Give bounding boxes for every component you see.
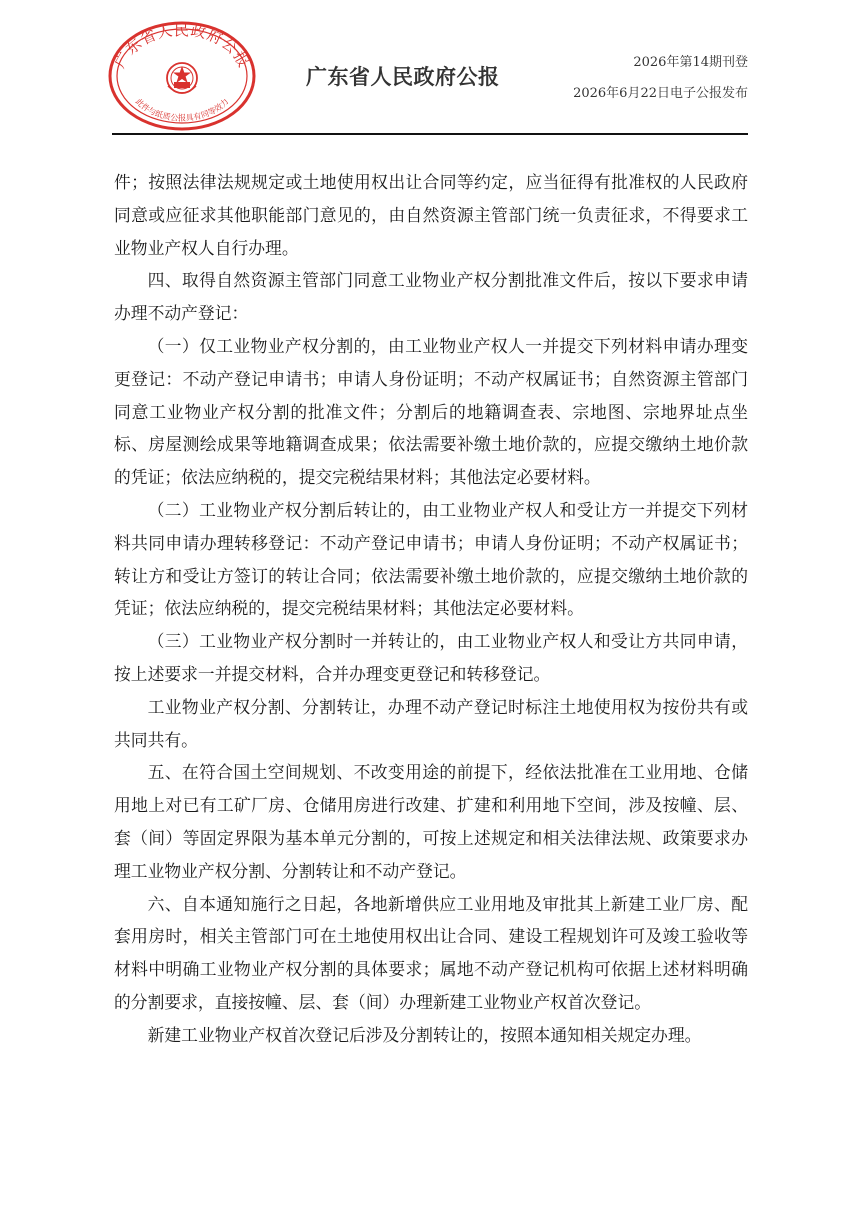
paragraph: 六、自本通知施行之日起，各地新增供应工业用地及审批其上新建工业厂房、配套用房时，相关主管部门可在土地使用权出让合同、建设工程规划许可及竣工验收等材料中明确工业物业产权分割的具体要求；属地不动产登记机构可依据上述材料明确的分割要求，直接按幢、层、套（间）办理新建工业物业产权首次登记。 bbox=[114, 893, 748, 1012]
paragraph: 件；按照法律法规规定或土地使用权出让合同等约定，应当征得有批准权的人民政府同意或应征求其他职能部门意见的，由自然资源主管部门统一负责征求，不得要求工业物业产权人自行办理。 bbox=[114, 172, 748, 258]
official-seal bbox=[106, 20, 258, 132]
page-header bbox=[0, 0, 860, 140]
national-emblem-icon bbox=[167, 63, 197, 93]
paragraph: 四、取得自然资源主管部门同意工业物业产权分割批准文件后，按以下要求申请办理不动产登记： bbox=[114, 270, 748, 324]
gazette-title: 广东省人民政府公报 bbox=[306, 65, 500, 89]
paragraph: （一）仅工业物业产权分割的，由工业物业产权人一并提交下列材料申请办理变更登记：不动产登记申请书；申请人身份证明；不动产权属证书；自然资源主管部门同意工业物业产权分割的批准文件；分割后的地籍调查表、宗地图、宗地界址点坐标、房屋测绘成果等地籍调查成果；依法需要补缴土地价款的，应提交缴纳土地价款的凭证；依法应纳税的，提交完税结果材料；其他法定必要材料。 bbox=[114, 335, 748, 488]
publish-date: 2026年6月22日电子公报发布 bbox=[573, 86, 748, 101]
paragraph: 新建工业物业产权首次登记后涉及分割转让的，按照本通知相关规定办理。 bbox=[147, 1024, 702, 1045]
paragraph: 五、在符合国土空间规划、不改变用途的前提下，经依法批准在工业用地、仓储用地上对已有工矿厂房、仓储用房进行改建、扩建和利用地下空间，涉及按幢、层、套（间）等固定界限为基本单元分割的，可按上述规定和相关法律法规、政策要求办理工业物业产权分割、分割转让和不动产登记。 bbox=[114, 762, 748, 881]
seal-subtext: 此件与纸质公报具有同等效力 bbox=[133, 96, 231, 123]
paragraph: （三）工业物业产权分割时一并转让的，由工业物业产权人和受让方共同申请，按上述要求一并提交材料，合并办理变更登记和转移登记。 bbox=[114, 631, 748, 684]
svg-text:此件与纸质公报具有同等效力 bbox=[134, 96, 231, 122]
seal-text: 广东省人民政府公报 bbox=[110, 21, 254, 72]
document-body bbox=[114, 166, 748, 1052]
paragraph: （二）工业物业产权分割后转让的，由工业物业产权人和受让方一并提交下列材料共同申请办理转移登记：不动产登记申请书；申请人身份证明；不动产权属证书；转让方和受让方签订的转让合同；依法需要补缴土地价款的，应提交缴纳土地价款的凭证；依法应纳税的，提交完税结果材料；其他法定必要材料。 bbox=[114, 499, 748, 619]
issue-label: 2026年第14期刊登 bbox=[633, 55, 748, 70]
paragraph: 工业物业产权分割、分割转让，办理不动产登记时标注土地使用权为按份共有或共同共有。 bbox=[114, 696, 748, 750]
header-divider bbox=[112, 133, 748, 135]
